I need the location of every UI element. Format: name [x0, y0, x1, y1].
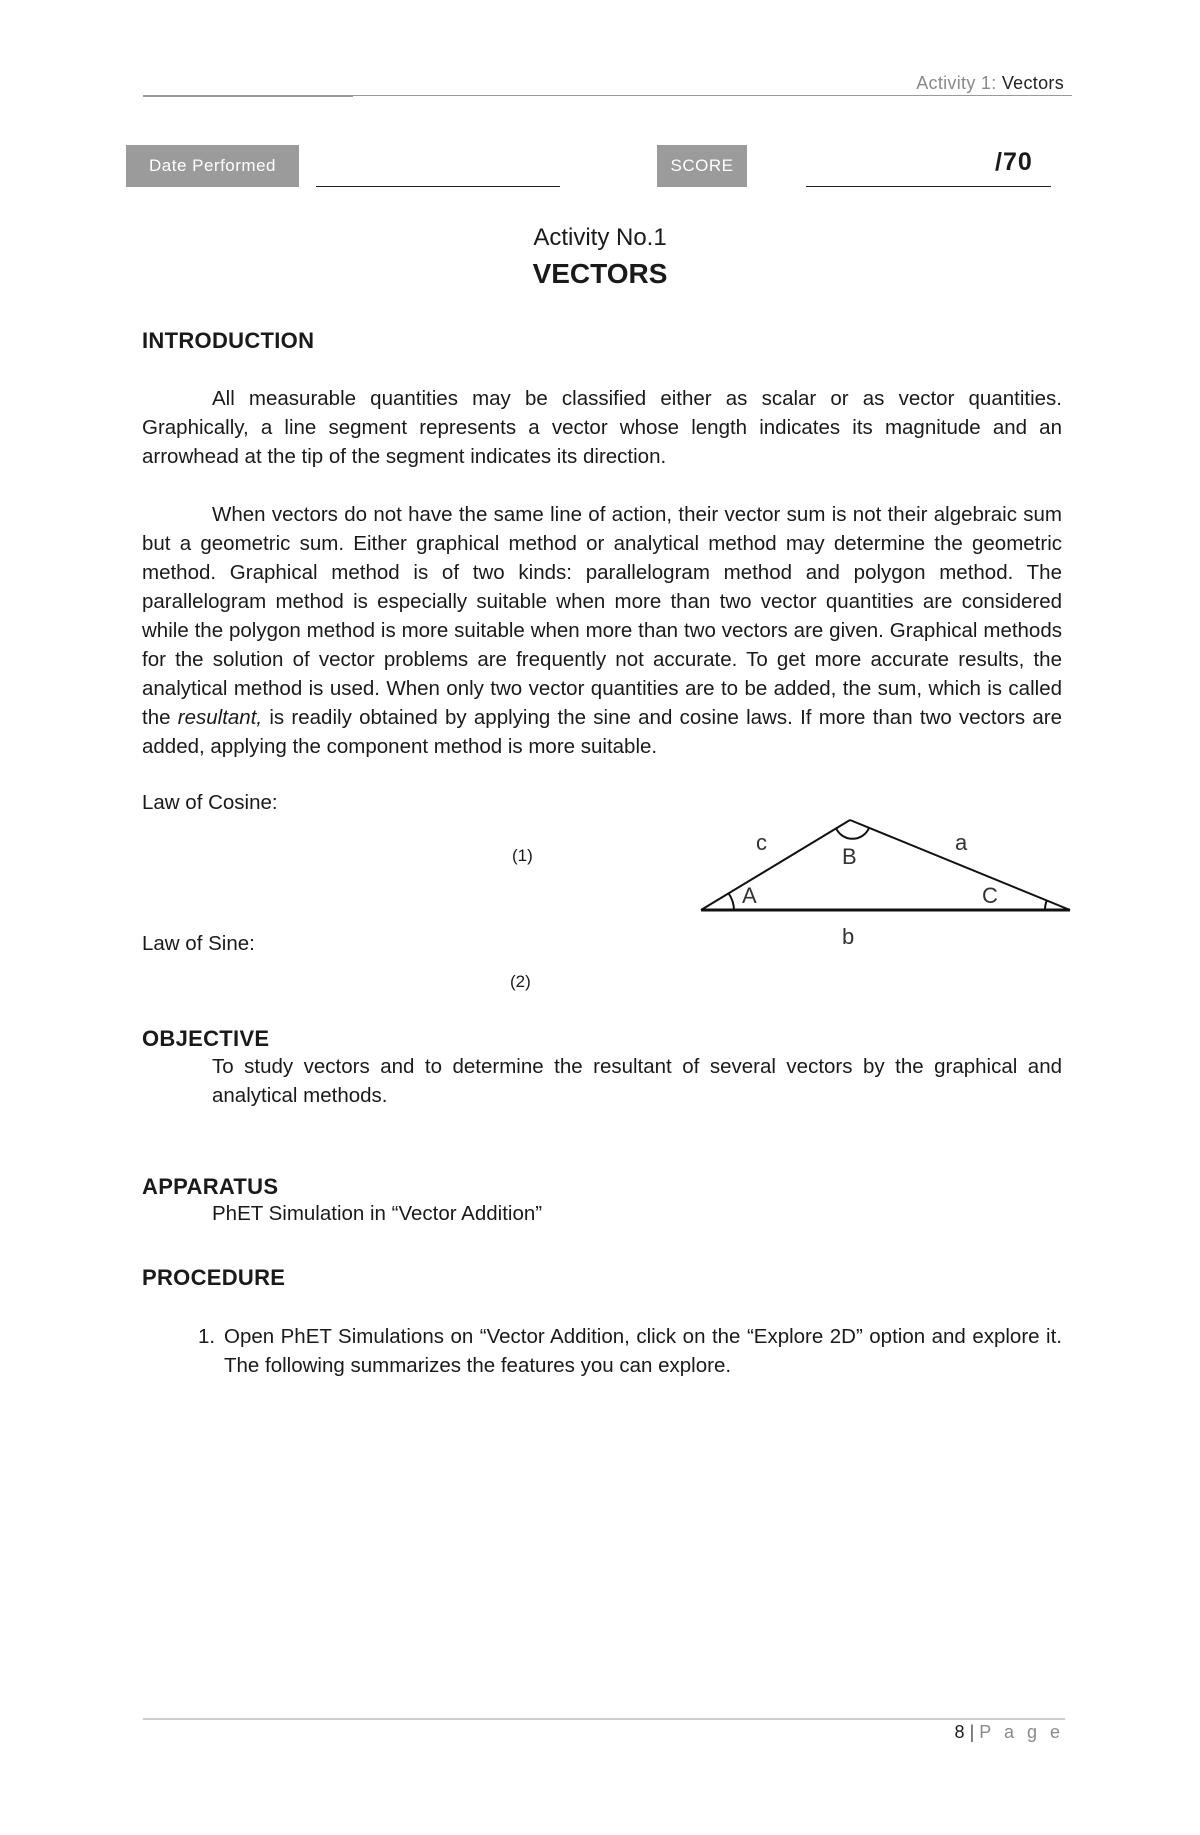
header-activity-prefix: Activity 1: — [916, 73, 997, 93]
footer-separator: | — [969, 1722, 975, 1742]
label-side-b: b — [842, 924, 855, 949]
resultant-term: resultant, — [177, 706, 263, 729]
label-angle-c: C — [982, 883, 998, 908]
header-activity-name: Vectors — [1001, 73, 1064, 93]
equation-number-1: (1) — [512, 846, 533, 865]
page-number: 8 — [954, 1722, 965, 1742]
objective-text: To study vectors and to determine the resultant of several vectors by the graphical and analytical methods. — [212, 1055, 1062, 1107]
apparatus-heading: APPARATUS — [142, 1174, 279, 1199]
law-of-sine-label: Law of Sine: — [142, 932, 255, 955]
introduction-paragraph-2 — [142, 500, 1062, 761]
introduction-paragraph-1 — [142, 384, 1062, 471]
procedure-heading: PROCEDURE — [142, 1265, 286, 1290]
side-c-line — [701, 820, 850, 910]
procedure-step-text: Open PhET Simulations on “Vector Addition, click on the “Explore 2D” option and explore it. The following summarizes the features you can explore. — [224, 1325, 1062, 1377]
label-side-a: a — [955, 830, 968, 855]
page-title: VECTORS — [532, 258, 668, 289]
label-angle-b: B — [842, 844, 857, 869]
procedure-step-number: 1. — [198, 1325, 216, 1348]
apparatus-text: PhET Simulation in “Vector Addition” — [212, 1202, 543, 1225]
angle-b-arc — [836, 828, 869, 839]
date-performed-label: Date Performed — [126, 145, 299, 187]
label-angle-a: A — [742, 883, 757, 908]
law-of-cosine-label: Law of Cosine: — [142, 791, 278, 814]
score-field[interactable] — [806, 186, 1051, 187]
procedure-list — [198, 1322, 1062, 1380]
label-side-c: c — [756, 830, 767, 855]
score-max: /70 — [995, 148, 1033, 176]
activity-number: Activity No.1 — [533, 224, 667, 251]
equation-number-2: (2) — [510, 972, 531, 991]
introduction-paragraph-1-text: All measurable quantities may be classified either as scalar or as vector quantities. Graphically, a line segment represents a vector whose length indicates its magnitude and an arrowhead at the tip of the segment indicates its direction. — [142, 387, 1062, 468]
page-word: P a g e — [979, 1722, 1064, 1742]
angle-a-arc — [729, 894, 734, 910]
paragraph-2-end: is readily obtained by applying the sine and cosine laws. If more than two vectors are added, applying the component method is more suitable. — [142, 706, 1062, 758]
date-performed-field[interactable] — [316, 186, 560, 187]
header-rule-accent — [143, 96, 353, 97]
procedure-step — [198, 1322, 1062, 1380]
running-header — [916, 73, 1064, 94]
objective-heading: OBJECTIVE — [142, 1026, 270, 1051]
paragraph-2-main: When vectors do not have the same line of action, their vector sum is not their algebraic sum but a geometric sum. Either graphical method or analytical method may determine the geometric method. Graphical method is of two kinds: parallelogram method and polygon method. The parallelogram method is especially suitable when more than two vector quantities are considered while the polygon method is more suitable when more than two vectors are given. Graphical methods for the solution of vector problems are frequently not accurate. To get more accurate results, the analytical method is used. When only two vector quantities are to be added, the sum, which is called the — [142, 503, 1062, 729]
triangle-diagram — [690, 800, 1080, 960]
footer-rule — [143, 1718, 1065, 1720]
page-footer — [955, 1722, 1064, 1743]
score-label: SCORE — [657, 145, 747, 187]
introduction-heading: INTRODUCTION — [142, 328, 315, 353]
